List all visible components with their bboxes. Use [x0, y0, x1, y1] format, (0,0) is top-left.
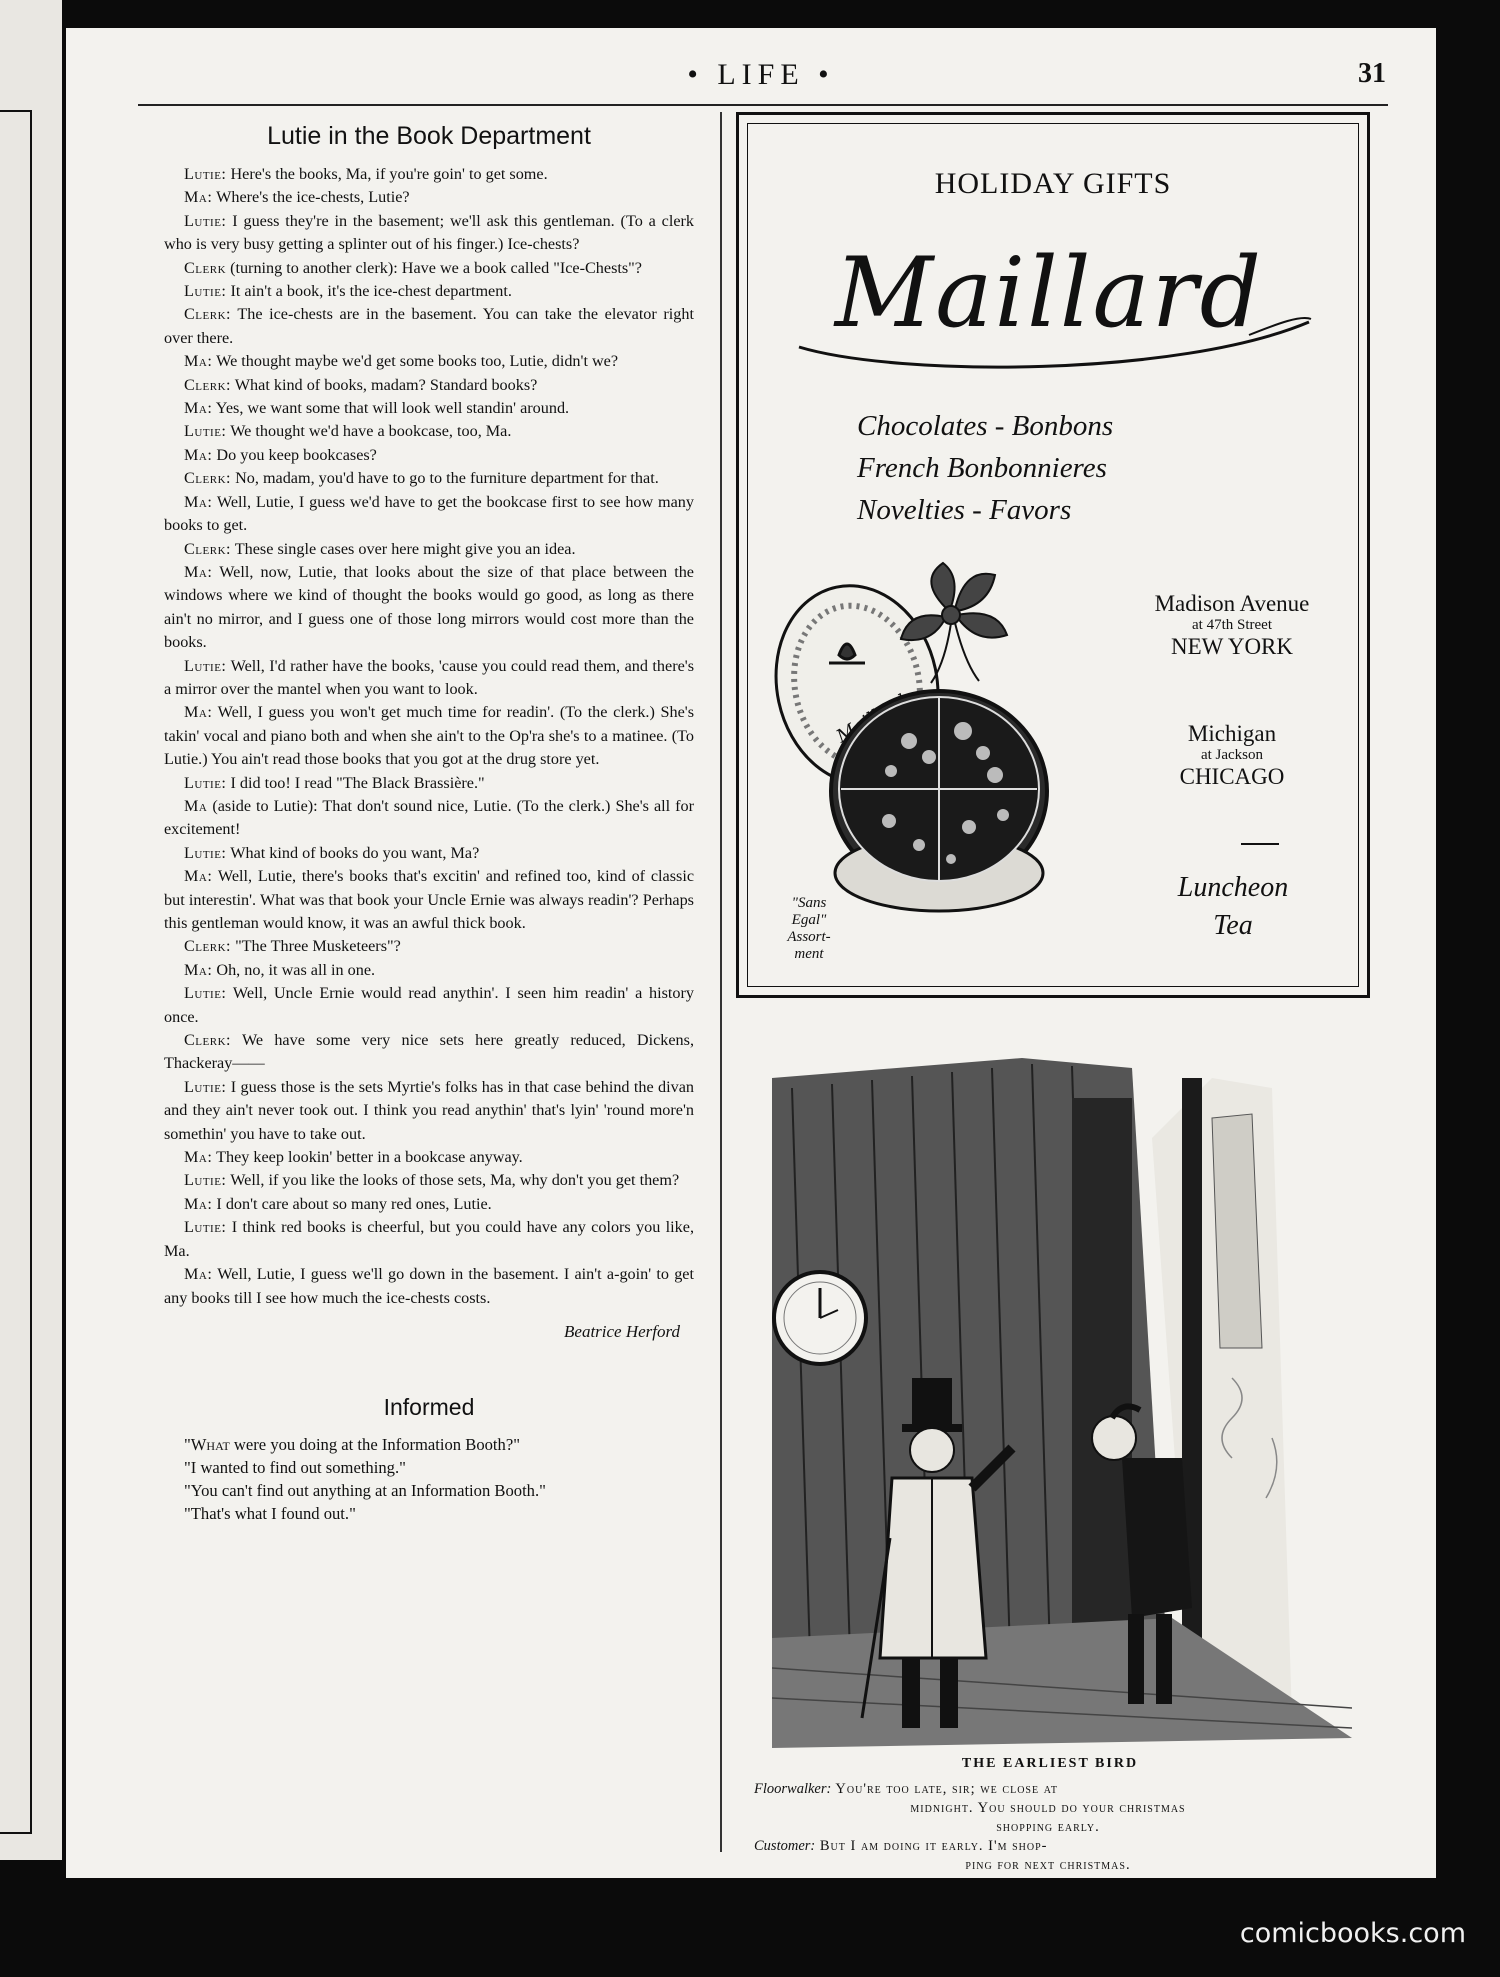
- magazine-page: [66, 28, 1436, 1878]
- informed-title: Informed: [383, 1393, 475, 1420]
- informed-line: [164, 1433, 694, 1456]
- ad-heading: HOLIDAY GIFTS: [934, 167, 1172, 200]
- speaker-name: Ma:: [184, 445, 213, 464]
- story-title: Lutie in the Book Department: [267, 122, 591, 150]
- dialogue-text: Do you keep bookcases?: [212, 445, 377, 464]
- product-item: Novelties - Favors: [857, 494, 1072, 526]
- product-item: French Bonbonnieres: [857, 452, 1107, 484]
- service-item: Tea: [1213, 910, 1253, 941]
- dialogue-text: We thought we'd have a bookcase, too, Ma.: [226, 422, 512, 441]
- speaker-name: Clerk:: [184, 375, 232, 394]
- brand-name: Maillard: [834, 237, 1264, 349]
- dialogue-line: [164, 186, 694, 209]
- dialogue-line: [164, 538, 694, 561]
- speaker-name: Ma:: [184, 492, 213, 511]
- speaker-name: Lutie:: [184, 422, 227, 441]
- dialogue-text: Well, now, Lutie, that looks about the size of that place between the windows where we kind of thought the books would go good, as long as there ain't no mirror, and I guess one of those long mirrors would cost more than the books.: [164, 562, 694, 652]
- informed-body: [164, 1433, 694, 1525]
- dialogue-text: I guess those is the sets Myrtie's folks has in that case behind the divan and they ain't never took out. I think you read anythin' that's lyin' 'round more'n somethin' you have to take out.: [164, 1077, 694, 1143]
- speaker-name: Clerk:: [184, 1031, 232, 1050]
- dialogue-line: [164, 467, 694, 490]
- assortment-line: Egal": [791, 912, 827, 928]
- caption-line: [754, 1856, 1342, 1875]
- assortment-label: [769, 895, 849, 963]
- dialogue-line: [164, 303, 694, 350]
- dialogue-line: [164, 280, 694, 303]
- services-list: [1133, 869, 1333, 945]
- cartoon-caption: [754, 1780, 1342, 1875]
- dialogue-line: [164, 491, 694, 538]
- speaker-name: Ma:: [184, 352, 213, 371]
- informed-lead: "What: [184, 1434, 230, 1454]
- dialogue-line: [164, 1146, 694, 1169]
- dialogue-line: [164, 397, 694, 420]
- informed-line: [164, 1456, 694, 1479]
- dialogue-text: We thought maybe we'd get some books too, Lutie, didn't we?: [212, 352, 619, 371]
- informed-line: [164, 1502, 694, 1525]
- dialogue-line: [164, 444, 694, 467]
- caption-line: [754, 1837, 1342, 1856]
- dialogue-text: They keep lookin' better in a bookcase anyway.: [212, 1148, 523, 1167]
- assortment-line: ment: [794, 946, 824, 962]
- previous-page-edge: [0, 0, 62, 1860]
- caption-text: midnight. You should do your christmas: [910, 1800, 1186, 1816]
- dialogue-text: Well, I guess you won't get much time for readin'. (To the clerk.) She's takin' vocal and piano both and when she ain't to the Op'ra she's to a matinee. (To Lutie.) You ain't read those books that you got at the drug store yet.: [164, 703, 694, 769]
- dialogue-line: [164, 701, 694, 771]
- dialogue-text: Where's the ice-chests, Lutie?: [212, 188, 410, 207]
- dialogue-line: [164, 1029, 694, 1076]
- column-rule: [720, 112, 722, 1852]
- dialogue-text: Well, I'd rather have the books, 'cause you could read them, and there's a mirror over the mantel when you want to look.: [164, 656, 694, 698]
- dialogue-text: What kind of books, madam? Standard books?: [231, 375, 538, 394]
- dialogue-text: These single cases over here might give you an idea.: [231, 539, 576, 558]
- dialogue-text: Well, Uncle Ernie would read anythin'. I seen him readin' a history once.: [164, 984, 694, 1026]
- dialogue-text: I guess they're in the basement; we'll ask this gentleman. (To a clerk who is very busy getting a splinter out of his finger.) Ice-chests?: [164, 211, 694, 254]
- dialogue-line: [164, 795, 694, 842]
- speaker-name: Clerk:: [184, 305, 232, 324]
- speaker-name: Ma: [184, 796, 208, 815]
- informed-text: "You can't find out anything at an Information Booth.": [184, 1480, 546, 1500]
- speaker-name: Ma:: [184, 1265, 213, 1284]
- dialogue-line: [164, 982, 694, 1029]
- dialogue-line: [164, 257, 694, 280]
- chi-street: Michigan: [1187, 721, 1277, 746]
- dialogue-line: [164, 1169, 694, 1192]
- dialogue-text: Oh, no, it was all in one.: [212, 960, 376, 979]
- speaker-name: Lutie:: [184, 211, 227, 230]
- cartoon-title: THE EARLIEST BIRD: [961, 1756, 1139, 1771]
- dialogue-text: Well, Lutie, I guess we'd have to get the bookcase first to see how many books to get.: [164, 492, 694, 535]
- dialogue-text: I think red books is cheerful, but you could have any colors you like, Ma.: [164, 1218, 694, 1260]
- dialogue-line: [164, 374, 694, 397]
- ad-divider: [1241, 843, 1279, 845]
- speaker-name: Clerk:: [184, 539, 232, 558]
- earliest-bird-cartoon: [772, 1018, 1352, 1748]
- dialogue-line: [164, 935, 694, 958]
- dialogue-line: [164, 959, 694, 982]
- product-item: Chocolates - Bonbons: [857, 410, 1114, 442]
- page-number: 31: [1358, 58, 1386, 89]
- service-item: Luncheon: [1177, 872, 1289, 903]
- caption-line: [754, 1799, 1342, 1818]
- informed-line: [164, 1479, 694, 1502]
- dialogue-text: Here's the books, Ma, if you're goin' to get some.: [226, 165, 548, 183]
- speaker-name: Ma:: [184, 399, 213, 418]
- speaker-name: Clerk: [184, 258, 227, 277]
- header-rule: [138, 104, 1388, 106]
- dialogue-line: [164, 1193, 694, 1216]
- story-body: [164, 163, 694, 1310]
- speaker-name: Lutie:: [184, 282, 227, 301]
- dialogue-text: I did too! I read "The Black Brassière.": [226, 773, 485, 792]
- chi-cross-street: at Jackson: [1200, 747, 1264, 763]
- speaker-name: Ma:: [184, 867, 213, 886]
- speaker-name: Lutie:: [184, 1171, 227, 1190]
- speaker-name: Lutie:: [184, 984, 227, 1003]
- dialogue-line: [164, 655, 694, 702]
- previous-page-frame: [0, 110, 32, 1834]
- dialogue-text: No, madam, you'd have to go to the furniture department for that.: [231, 469, 659, 488]
- dialogue-text: I don't care about so many red ones, Lutie.: [212, 1194, 492, 1213]
- dialogue-line: [164, 842, 694, 865]
- candy-box-illustration: [769, 545, 1059, 925]
- dialogue-text: (turning to another clerk): Have we a book called "Ice-Chests"?: [226, 258, 642, 277]
- caption-text: You're too late, sir; we close at: [831, 1781, 1058, 1797]
- magazine-title: • LIFE •: [687, 58, 835, 91]
- speaker-name: Ma:: [184, 188, 213, 207]
- ny-cross-street: at 47th Street: [1192, 617, 1272, 633]
- dialogue-text: The ice-chests are in the basement. You can take the elevator right over there.: [164, 305, 694, 347]
- speaker-name: Lutie:: [184, 843, 227, 862]
- caption-text: ping for next christmas.: [965, 1857, 1131, 1873]
- dialogue-line: [164, 865, 694, 935]
- dialogue-line: [164, 163, 694, 186]
- dialogue-text: (aside to Lutie): That don't sound nice, Lutie. (To the clerk.) She's all for excitement!: [164, 796, 694, 839]
- speaker-name: Lutie:: [184, 773, 227, 792]
- dialogue-line: [164, 772, 694, 795]
- chicago-address: [1127, 721, 1337, 790]
- speaker-name: Ma:: [184, 960, 213, 979]
- dialogue-text: Well, Lutie, I guess we'll go down in the basement. I ain't a-goin' to get any books till I see how much the ice-chests costs.: [164, 1265, 694, 1307]
- product-list: [857, 405, 1113, 531]
- dialogue-line: [164, 1263, 694, 1310]
- speaker-name: Ma:: [184, 703, 213, 722]
- caption-line: [754, 1818, 1342, 1837]
- caption-speaker: Floorwalker:: [754, 1781, 832, 1797]
- caption-text: shopping early.: [996, 1819, 1100, 1835]
- caption-text: But I am doing it early. I'm shop-: [815, 1838, 1048, 1854]
- chi-city: CHICAGO: [1179, 764, 1285, 789]
- informed-text: were you doing at the Information Booth?": [229, 1434, 520, 1454]
- speaker-name: Ma:: [184, 1194, 213, 1213]
- dialogue-line: [164, 1076, 694, 1146]
- dialogue-line: [164, 210, 694, 257]
- speaker-name: Clerk:: [184, 937, 232, 956]
- speaker-name: Clerk:: [184, 469, 232, 488]
- dialogue-text: It ain't a book, it's the ice-chest department.: [226, 282, 512, 301]
- maillard-logo: [779, 227, 1319, 377]
- dialogue-line: [164, 1216, 694, 1263]
- dialogue-line: [164, 420, 694, 443]
- site-watermark: comicbooks.com: [1239, 1918, 1466, 1949]
- speaker-name: Lutie:: [184, 165, 227, 183]
- dialogue-text: Well, Lutie, there's books that's excitin' and refined too, kind of classic but interestin'. What was that book your Uncle Ernie was always readin'? Perhaps this gentleman would know, it was an awful thick book.: [164, 867, 694, 932]
- running-head: [136, 58, 1386, 98]
- dialogue-line: [164, 561, 694, 655]
- dialogue-text: We have some very nice sets here greatly reduced, Dickens, Thackeray——: [164, 1031, 694, 1073]
- dialogue-text: Well, if you like the looks of those sets, Ma, why don't you get them?: [226, 1171, 680, 1190]
- informed-text: "That's what I found out.": [184, 1503, 356, 1523]
- maillard-advertisement: [736, 112, 1370, 998]
- speaker-name: Ma:: [184, 1148, 213, 1167]
- left-column: [164, 120, 694, 1525]
- new-york-address: [1127, 591, 1337, 660]
- dialogue-text: "The Three Musketeers"?: [231, 937, 401, 956]
- ny-street: Madison Avenue: [1154, 591, 1310, 616]
- dialogue-line: [164, 350, 694, 373]
- ny-city: NEW YORK: [1170, 634, 1294, 659]
- assortment-line: "Sans: [791, 895, 827, 911]
- dialogue-text: What kind of books do you want, Ma?: [226, 843, 480, 862]
- assortment-line: Assort-: [787, 929, 831, 945]
- speaker-name: Ma:: [184, 562, 213, 581]
- speaker-name: Lutie:: [184, 1218, 227, 1237]
- caption-line: [754, 1780, 1342, 1799]
- speaker-name: Lutie:: [184, 656, 227, 675]
- caption-speaker: Customer:: [754, 1838, 816, 1854]
- story-byline: Beatrice Herford: [564, 1321, 680, 1341]
- dialogue-text: Yes, we want some that will look well standin' around.: [212, 399, 570, 418]
- speaker-name: Lutie:: [184, 1077, 227, 1096]
- informed-text: "I wanted to find out something.": [184, 1457, 406, 1477]
